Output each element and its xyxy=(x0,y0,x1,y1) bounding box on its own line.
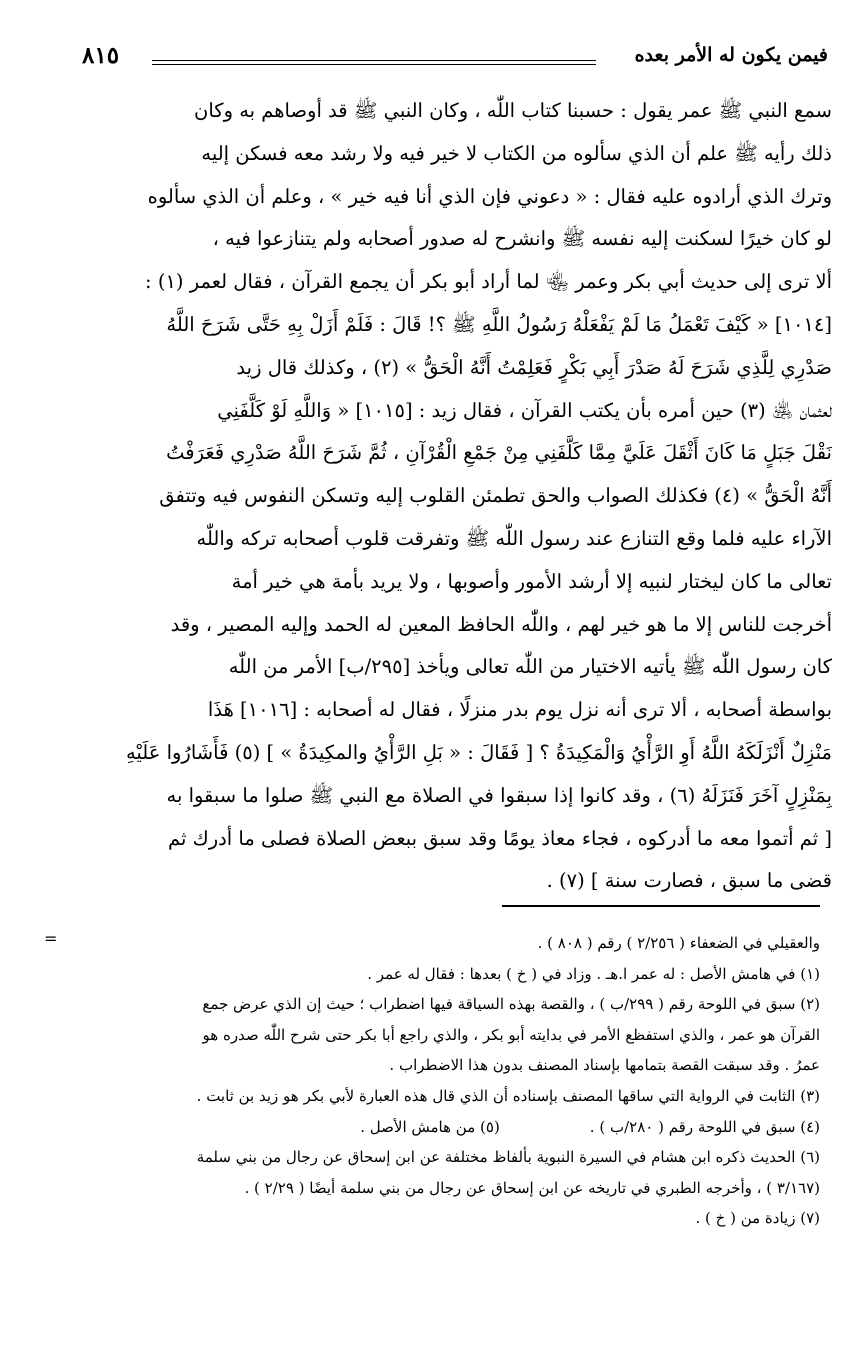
text-line: بِمَنْزِلٍ آخَرَ فَنَزَلَهُ (٦) ، وقد كانوا إذا سبقوا في الصلاة مع النبي ﷺ صلوا ما سبقوا به xyxy=(166,783,832,807)
text-line: صَدْرِي لِلَّذِي شَرَحَ لَهُ صَدْرَ أَبِي بَكْرٍ فَعَلِمْتُ أَنَّهُ الْحَقُّ » (٢) ، وكذلك قال زيد xyxy=(236,355,832,379)
footnote-line: والعقيلي في الضعفاء ( ٢/٢٥٦ ) رقم ( ٨٠٨ ) . xyxy=(537,934,820,952)
text-line: وترك الذي أرادوه عليه فقال : « دعوني فإن الذي أنا فيه خير » ، وعلم أن الذي سألوه xyxy=(147,184,832,208)
text-line: سمع النبي ﷺ عمر يقول : حسبنا كتاب اللّٰه ، وكان النبي ﷺ قد أوصاهم به وكان xyxy=(194,99,832,122)
text-line: نَقْلَ جَبَلٍ مَا كَانَ أَثْقَلَ عَلَيَّ مِمَّا كَلَّفَنِي مِنْ جَمْعِ الْقُرْآنِ ، ثُمَّ شَرَحَ اللَّهُ صَدْرِي فَعَرَفْتُ xyxy=(166,441,832,465)
continuation-mark: = xyxy=(44,929,58,948)
footnote-line: (٣/١٦٧ ) ، وأخرجه الطبري في تاريخه عن ابن إسحاق عن رجال من بني سلمة أيضًا ( ٢/٢٩ ) . xyxy=(244,1178,820,1197)
footnote-line: (١) في هامش الأصل : له عمر ا.هـ . وزاد في ( خ ) بعدها : فقال له عمر . xyxy=(367,964,820,983)
text-line: قضى ما سبق ، فصارت سنة ] (٧) . xyxy=(546,869,832,893)
text-line: ذلك رأيه ﷺ علم أن الذي سألوه من الكتاب لا خير فيه ولا رشد معه فسكن إليه xyxy=(201,141,832,165)
text-line: لو كان خيرًا لسكنت إليه نفسه ﷺ وانشرح له صدور أصحابه ولم يتنازعوا فيه ، xyxy=(212,227,832,251)
header-rule xyxy=(152,60,596,65)
page-number: ٨١٥ xyxy=(82,42,120,69)
footnote-5: (٥) من هامش الأصل . xyxy=(360,1117,500,1136)
footnotes xyxy=(58,928,820,1234)
footnote-4: (٤) سبق في اللوحة رقم ( ٢٨٠/ب ) . xyxy=(589,1117,820,1136)
text-line: لعثمان ﵁ (٣) حين أمره بأن يكتب القرآن ، فقال زيد : [١٠١٥] « وَاللَّهِ لَوْ كَلَّفَنِي xyxy=(217,398,832,422)
text-line: كان رسول اللّٰه ﷺ يأتيه الاختيار من اللّٰه تعالى ويأخذ [٢٩٥/ب] الأمر من اللّٰه xyxy=(228,655,832,679)
text-line: بواسطة أصحابه ، ألا ترى أنه نزل يوم بدر منزلًا ، فقال له أصحابه : [١٠١٦] هَذَا xyxy=(207,698,832,722)
footnote-line: (٦) الحديث ذكره ابن هشام في السيرة النبوية بألفاظ مختلفة عن ابن إسحاق عن رجال من بني سلمة xyxy=(196,1148,820,1167)
text-line: أَنَّهُ الْحَقُّ » (٤) فكذلك الصواب والحق تطمئن القلوب إليه وتسكن النفوس فيه وتتفق xyxy=(159,484,832,508)
footnote-line: القرآن هو عمر ، والذي استفظع الأمر في بدايته أبو بكر ، والذي راجع أبا بكر حتى شرح اللّٰه صدره هو xyxy=(202,1025,820,1044)
text-line: ألا ترى إلى حديث أبي بكر وعمر ﵄ لما أراد أبو بكر أن يجمع القرآن ، فقال لعمر (١) : xyxy=(145,270,832,294)
main-text xyxy=(70,90,832,903)
footnote-line: (٣) الثابت في الرواية التي ساقها المصنف بإسناده أن الذي قال هذه العبارة لأبي بكر هو زيد بن ثابت . xyxy=(196,1086,820,1105)
footnote-line: (٢) سبق في اللوحة رقم ( ٢٩٩/ب ) ، والقصة بهذه السياقة فيها اضطراب ؛ حيث إن الذي عرض جمع xyxy=(202,995,820,1014)
text-line: [١٠١٤] « كَيْفَ تَعْمَلُ مَا لَمْ يَفْعَلْهُ رَسُولُ اللَّهِ ﷺ ؟! قَالَ : فَلَمْ أَزَلْ بِهِ حَتَّى شَرَحَ اللَّهُ xyxy=(166,312,832,336)
running-title: فيمن يكون له الأمر بعده xyxy=(634,44,828,66)
footnote-separator xyxy=(502,905,820,907)
footnote-line: عمرُ . وقد سبقت القصة بتمامها بإسناد المصنف بدون هذا الاضطراب . xyxy=(389,1056,820,1075)
text-line: الآراء عليه فلما وقع التنازع عند رسول اللّٰه ﷺ وتفرقت قلوب أصحابه تركه واللّٰه xyxy=(196,526,832,550)
text-line: تعالى ما كان ليختار لنبيه إلا أرشد الأمور وأصوبها ، ولا يريد بأمة هي خير أمة xyxy=(231,569,832,593)
text-line: أخرجت للناس إلا ما هو خير لهم ، واللّٰه الحافظ المعين له الحمد وإليه المصير ، وقد xyxy=(170,612,832,636)
text-line: [ ثم أتموا معه ما أدركوه ، فجاء معاذ يومًا وقد سبق ببعض الصلاة فصلى ما أدرك ثم xyxy=(168,826,832,850)
page-header xyxy=(82,42,828,82)
footnote-line: (٧) زيادة من ( خ ) . xyxy=(695,1209,820,1228)
footnote-pair xyxy=(58,1112,820,1143)
text-line: مَنْزِلٌ أَنْزَلَكَهُ اللَّهُ أَوِ الرَّأْيُ وَالْمَكِيدَةُ ؟ [ فَقَالَ : « بَلِ الرَّأْيُ والمكِيدَةُ » ] (٥) فَأَشَارُوا عَلَيْهِ xyxy=(125,740,832,764)
